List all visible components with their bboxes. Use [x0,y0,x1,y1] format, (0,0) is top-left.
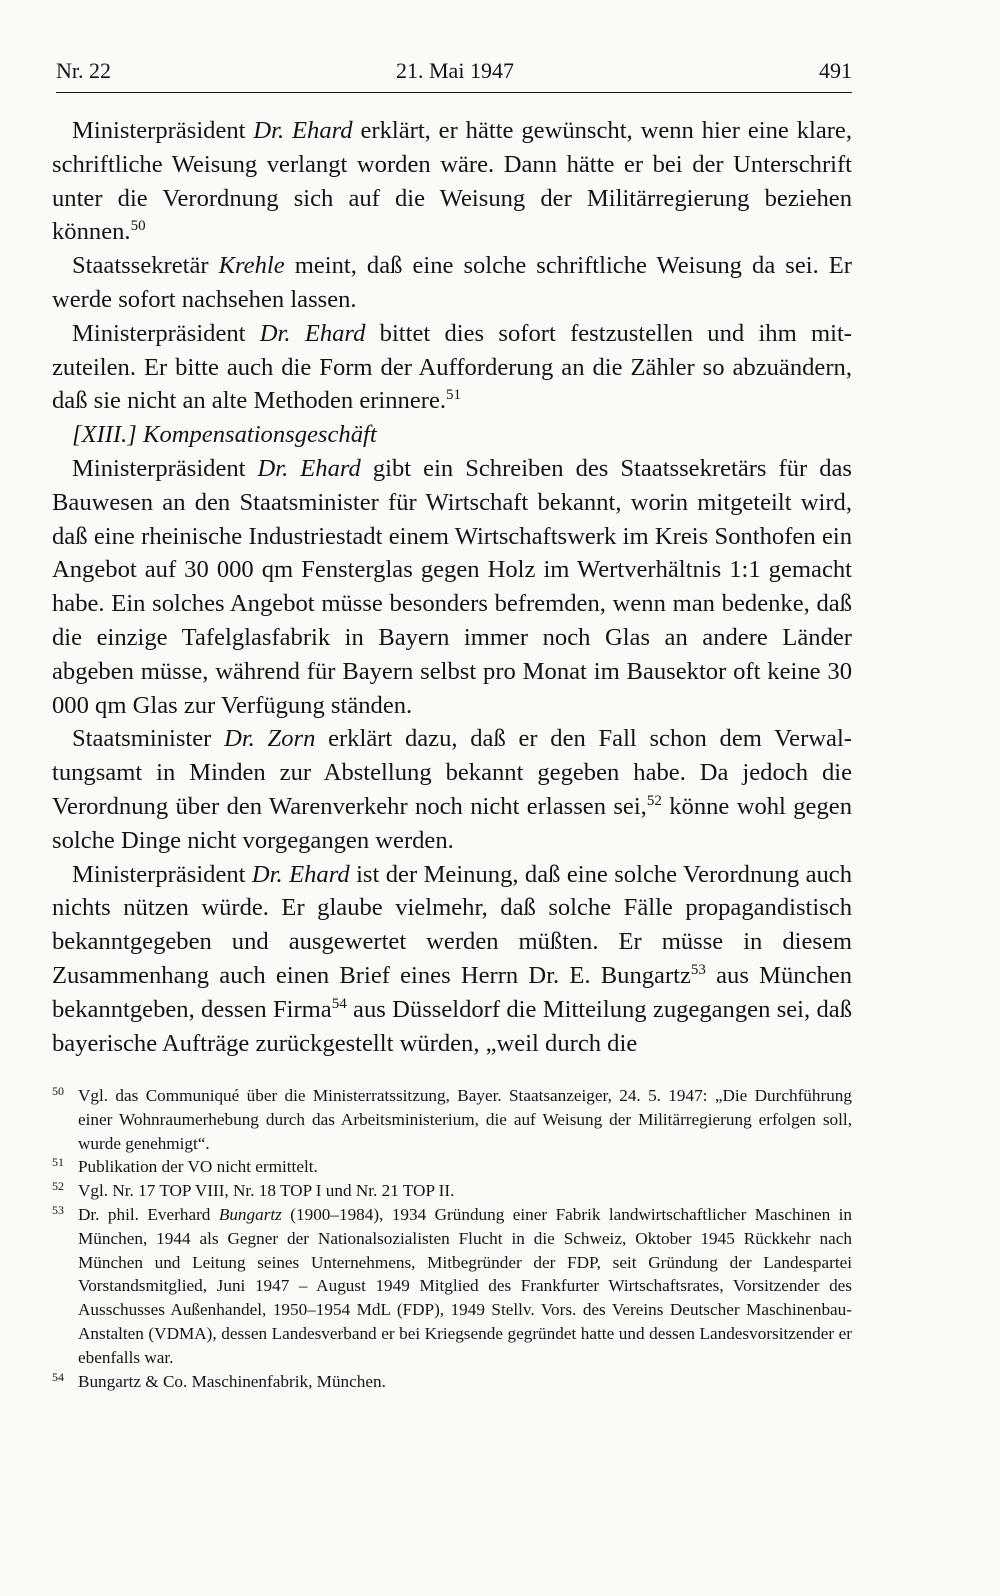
text-run: könne wohl gegen solche Dinge nicht vorgegangen werden. [52,792,852,854]
footnote-text: Publikation der VO nicht ermittelt. [78,1157,318,1177]
footnotes [52,1084,852,1393]
footnote [52,1203,852,1370]
footnote-ref[interactable]: 51 [446,387,462,404]
paragraph [52,114,852,249]
text-run: bittet dies sofort festzustellen und ihm mitzuteilen. Er bitte auch die Form der Aufforderung an die Zähler so abzuändern, daß sie nicht an alte Methoden erinnere. [52,319,852,415]
footnote-ref[interactable]: 52 [646,792,662,809]
text-run: erklärt, er hätte gewünscht, wenn hier eine klare, schriftliche Weisung verlangt worden wäre. Dann hätte er bei der Unterschrift unter die Verordnung sich auf die Weisung der Militärregierung beziehen können. [52,117,852,246]
footnote [52,1155,852,1179]
text-run: Ministerpräsident [72,860,252,888]
text-run: aus Düsseldorf die Mitteilung zugegangen sei, daß bayerische Aufträge zurückgestellt würden, „weil durch die [52,995,852,1057]
text-run: gibt ein Schreiben des Staatssekretärs für das Bauwesen an den Staatsminister für Wirtschaft bekannt, worin mitgeteilt wird, daß eine rheinische Industriestadt einem Wirtschaftswerk im Kreis Sonthofen ein Angebot auf 30 000 qm Fensterglas gegen Holz im Wertverhältnis 1:1 gemacht habe. Ein solches Angebot müsse besonders befremden, wenn man bedenke, daß die einzige Tafelglasfabrik in Bayern immer noch Glas an andere Länder abgeben müsse, während für Bayern selbst pro Monat im Bausektor oft keine 30 000 qm Glas zur Verfügung ständen. [52,454,852,719]
section-heading [52,418,852,452]
section-number: [XIII.] [72,421,137,449]
speaker-name: Dr. Ehard [259,319,366,347]
paragraph [52,317,852,418]
person-name: Bungartz [218,1204,282,1224]
document-number: Nr. 22 [56,58,111,83]
footnote-number: 50 [52,1084,64,1098]
paragraph [52,858,852,1061]
footnote-number: 54 [52,1369,64,1384]
footnote-number: 52 [52,1179,64,1194]
footnote-ref[interactable]: 53 [690,961,706,978]
speaker-name: Dr. Zorn [224,725,316,753]
footnote [52,1370,852,1394]
paragraph [52,249,852,317]
footnote-ref[interactable]: 50 [130,218,146,235]
text-run: meint, daß eine solche schriftliche Weisung da sei. Er werde sofort nachsehen lassen. [52,252,852,313]
text-run: Staatssekretär [72,252,219,280]
page-number: 491 [819,58,852,83]
text-run: Ministerpräsident [72,454,258,482]
footnote-text: Dr. phil. Everhard [78,1204,219,1224]
footnote-number: 53 [52,1202,64,1217]
speaker-name: Krehle [218,252,285,280]
paragraph [52,452,852,722]
document-date: 21. Mai 1947 [396,58,514,83]
footnote-ref[interactable]: 54 [331,995,347,1012]
footnote-text: Vgl. Nr. 17 TOP VIII, Nr. 18 TOP I und Nr. 21 TOP II. [78,1181,455,1201]
footnote-text: (1900–1984), 1934 Gründung einer Fabrik landwirtschaftlicher Maschinen in München, 1944 als Gegner der Nationalsozialisten Flucht in die Schweiz, Oktober 1945 Rückkehr nach München und Leitung seines Unternehmens, Mitbegründer der FDP, seit Gründung der Landespartei Vorstandsmitglied, Juni 1947 – August 1949 Mitglied des Frankfurter Wirtschaftsrates, Vorsitzender des Ausschusses Außenhandel, 1950–1954 MdL (FDP), 1949 Stellv. Vors. des Vereins Deutscher Maschinenbau-Anstalten (VDMA), dessen Landesverband er bei Kriegsende gegründet hatte und dessen Landesvorsitzender er ebenfalls war. [78,1204,852,1367]
footnote-text: Bungartz & Co. Maschinenfabrik, München. [78,1371,386,1391]
paragraph [52,722,852,857]
footnote-text: Vgl. das Communiqué über die Ministerratssitzung, Bayer. Staatsanzeiger, 24. 5. 1947: „Die Durchführung einer Wohnraumerhebung durch das Arbeitsministerium, die auf Weisung der Militärregierung erfolgen soll, wurde genehmigt“. [78,1086,852,1153]
page-header [56,52,852,93]
speaker-name: Dr. Ehard [257,454,361,482]
footnote-number: 51 [52,1155,64,1170]
speaker-name: Dr. Ehard [253,117,353,144]
footnote [52,1179,852,1203]
text-run: Ministerpräsident [72,319,260,347]
text-run: Staatsminister [72,725,225,753]
main-text [52,114,852,1060]
footnote [52,1084,852,1155]
text-run: erklärt dazu, daß er den Fall schon dem Verwaltungsamt in Minden zur Abstellung bekannt gegeben habe. Da jedoch die Verordnung über den Warenverkehr noch nicht erlassen sei, [52,725,852,820]
text-run: ist der Meinung, daß eine solche Verordnung auch nichts nützen würde. Er glaube vielmehr, daß solche Fälle propagandistisch bekanntgegeben und ausgewertet werden müßten. Er müsse in diesem Zusammenhang auch einen Brief eines Herrn Dr. E. Bungartz [52,860,852,989]
section-title: Kompensationsgeschäft [143,421,377,449]
text-run: Ministerpräsident [72,117,254,144]
text-run: aus München bekanntgeben, dessen Firma [52,961,853,1023]
speaker-name: Dr. Ehard [251,860,350,888]
